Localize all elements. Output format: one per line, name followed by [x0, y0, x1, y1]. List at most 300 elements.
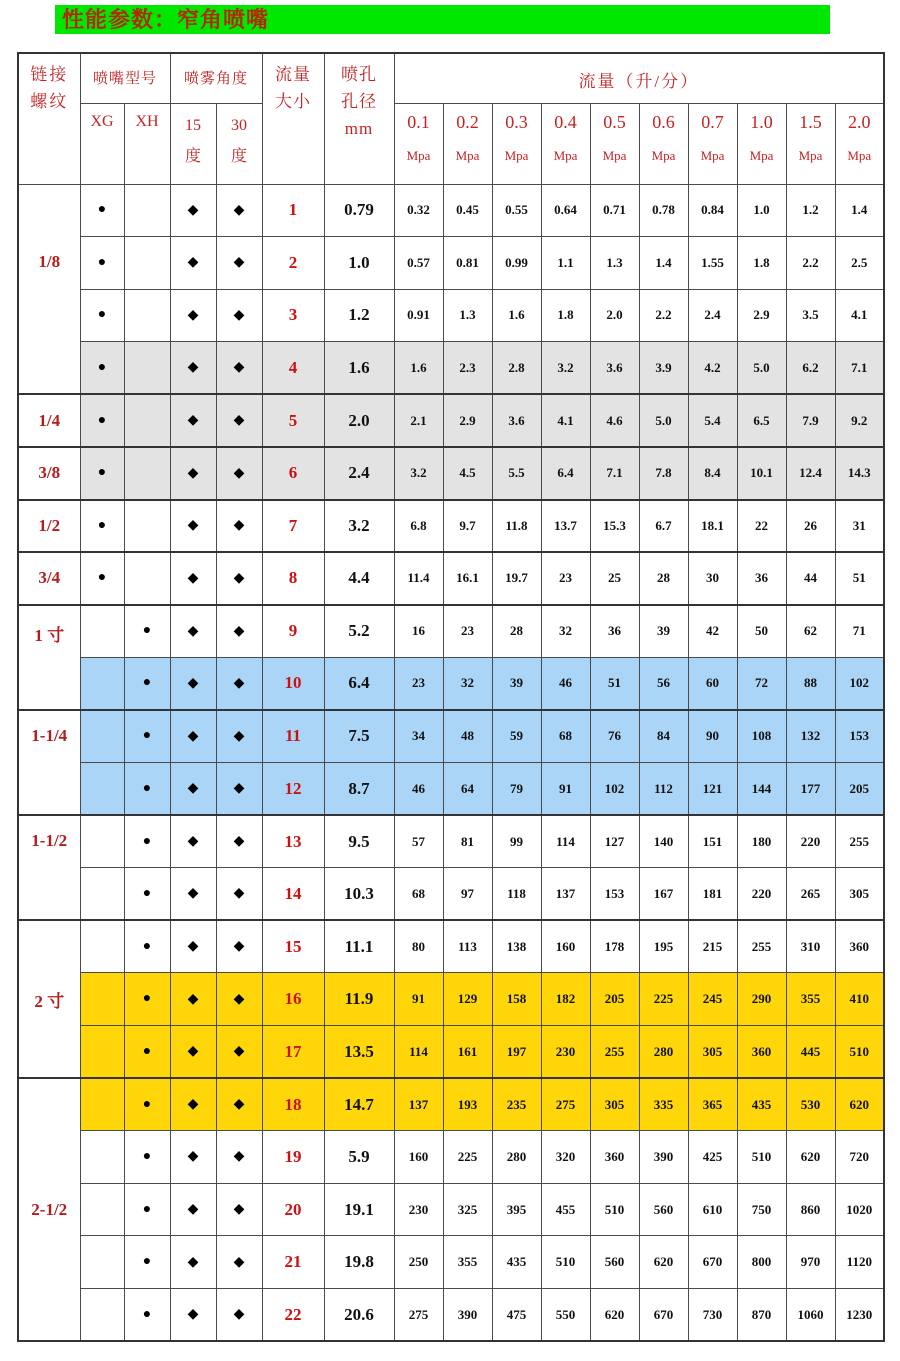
dot-icon: ●	[97, 570, 107, 586]
flow-value-cell: 610	[688, 1183, 737, 1236]
flow-value-cell: 360	[737, 1026, 786, 1079]
diamond-icon: ◆	[187, 255, 199, 271]
flow-value-cell: 4.6	[590, 394, 639, 447]
table-row	[18, 552, 884, 605]
angle-15-cell	[170, 394, 216, 447]
pressure-value: 0.6	[652, 111, 675, 132]
flow-value-cell: 510	[835, 1026, 884, 1079]
flow-value-cell: 225	[639, 973, 688, 1026]
flow-value-cell: 59	[492, 710, 541, 763]
flow-value-cell: 0.55	[492, 184, 541, 237]
flow-value-cell: 5.0	[737, 342, 786, 395]
model-xg-cell	[80, 657, 124, 710]
flow-value-cell: 475	[492, 1288, 541, 1341]
model-xh-cell	[124, 1183, 170, 1236]
flow-value-cell: 1060	[786, 1288, 835, 1341]
flow-value-cell: 140	[639, 815, 688, 868]
flow-value-cell: 0.71	[590, 184, 639, 237]
col-header-pressure	[688, 103, 737, 184]
flow-size-cell: 7	[262, 500, 324, 553]
angle-15-cell	[170, 237, 216, 290]
flow-value-cell: 1.1	[541, 237, 590, 290]
model-xh-cell	[124, 973, 170, 1026]
flow-value-cell: 84	[639, 710, 688, 763]
flow-value-cell: 6.5	[737, 394, 786, 447]
flow-value-cell: 19.7	[492, 552, 541, 605]
flow-value-cell: 305	[835, 868, 884, 921]
dot-icon: ●	[97, 359, 107, 375]
flow-value-cell: 7.8	[639, 447, 688, 500]
diamond-icon: ◆	[187, 202, 199, 218]
table-row	[18, 815, 884, 868]
angle-30-cell	[216, 815, 262, 868]
flow-value-cell: 127	[590, 815, 639, 868]
flow-value-cell: 113	[443, 920, 492, 973]
dot-icon: ●	[97, 254, 107, 270]
angle-30-cell	[216, 1236, 262, 1289]
model-xg-cell	[80, 289, 124, 342]
diamond-icon: ◆	[187, 939, 199, 955]
model-xg-cell	[80, 1236, 124, 1289]
table-row	[18, 920, 884, 973]
angle-15-cell	[170, 1236, 216, 1289]
col-header-flow-group: 流量（升/分）	[394, 53, 884, 103]
thread-size-cell: 1/2	[18, 500, 80, 553]
flow-value-cell: 197	[492, 1026, 541, 1079]
angle-30-cell	[216, 710, 262, 763]
flow-value-cell: 36	[737, 552, 786, 605]
flow-size-cell: 12	[262, 763, 324, 816]
orifice-cell: 11.9	[324, 973, 394, 1026]
flow-value-cell: 79	[492, 763, 541, 816]
page-title: 性能参数：窄角喷嘴	[55, 5, 830, 34]
flow-value-cell: 395	[492, 1183, 541, 1236]
diamond-icon: ◆	[233, 781, 245, 797]
col-header-angle-15	[170, 103, 216, 184]
model-xg-cell	[80, 763, 124, 816]
dot-icon: ●	[97, 412, 107, 428]
flow-value-cell: 15.3	[590, 500, 639, 553]
flow-value-cell: 3.2	[394, 447, 443, 500]
diamond-icon: ◆	[233, 1307, 245, 1323]
angle-30-cell	[216, 289, 262, 342]
flow-value-cell: 1.8	[737, 237, 786, 290]
flow-value-cell: 34	[394, 710, 443, 763]
orifice-cell: 6.4	[324, 657, 394, 710]
angle-15-cell	[170, 500, 216, 553]
dot-icon: ●	[97, 465, 107, 481]
col-header-xg: XG	[80, 103, 124, 184]
angle-15-cell	[170, 868, 216, 921]
flow-value-cell: 720	[835, 1131, 884, 1184]
flow-value-cell: 305	[590, 1078, 639, 1131]
model-xh-cell	[124, 394, 170, 447]
flow-value-cell: 161	[443, 1026, 492, 1079]
flow-value-cell: 46	[394, 763, 443, 816]
model-xh-cell	[124, 500, 170, 553]
flow-value-cell: 510	[541, 1236, 590, 1289]
model-xh-cell	[124, 605, 170, 658]
flow-value-cell: 12.4	[786, 447, 835, 500]
flow-value-cell: 455	[541, 1183, 590, 1236]
flow-value-cell: 22	[737, 500, 786, 553]
flow-value-cell: 50	[737, 605, 786, 658]
dot-icon: ●	[97, 307, 107, 323]
flow-value-cell: 0.81	[443, 237, 492, 290]
flow-value-cell: 112	[639, 763, 688, 816]
angle-30-cell	[216, 552, 262, 605]
orifice-cell: 3.2	[324, 500, 394, 553]
dot-icon: ●	[142, 885, 152, 901]
model-xh-cell	[124, 237, 170, 290]
flow-value-cell: 310	[786, 920, 835, 973]
diamond-icon: ◆	[187, 1202, 199, 1218]
orifice-cell: 1.2	[324, 289, 394, 342]
flow-size-cell: 9	[262, 605, 324, 658]
flow-value-cell: 68	[394, 868, 443, 921]
flow-value-cell: 560	[639, 1183, 688, 1236]
diamond-icon: ◆	[187, 1097, 199, 1113]
angle-30-cell	[216, 605, 262, 658]
flow-value-cell: 425	[688, 1131, 737, 1184]
flow-size-cell: 13	[262, 815, 324, 868]
model-xh-cell	[124, 815, 170, 868]
flow-size-header-line: 流量	[275, 65, 312, 84]
flow-value-cell: 280	[639, 1026, 688, 1079]
orifice-cell: 2.4	[324, 447, 394, 500]
diamond-icon: ◆	[187, 465, 199, 481]
flow-value-cell: 560	[590, 1236, 639, 1289]
flow-value-cell: 3.2	[541, 342, 590, 395]
dot-icon: ●	[142, 675, 152, 691]
col-header-thread	[18, 53, 80, 184]
flow-value-cell: 42	[688, 605, 737, 658]
flow-value-cell: 6.2	[786, 342, 835, 395]
flow-value-cell: 220	[786, 815, 835, 868]
col-header-pressure	[786, 103, 835, 184]
flow-value-cell: 1.6	[394, 342, 443, 395]
flow-value-cell: 182	[541, 973, 590, 1026]
flow-value-cell: 23	[541, 552, 590, 605]
flow-value-cell: 30	[688, 552, 737, 605]
flow-value-cell: 620	[590, 1288, 639, 1341]
angle-15-cell	[170, 920, 216, 973]
flow-value-cell: 255	[835, 815, 884, 868]
col-header-pressure	[443, 103, 492, 184]
flow-value-cell: 550	[541, 1288, 590, 1341]
angle-15-cell	[170, 289, 216, 342]
flow-value-cell: 153	[590, 868, 639, 921]
dot-icon: ●	[142, 728, 152, 744]
flow-value-cell: 4.1	[835, 289, 884, 342]
thread-header-line: 螺纹	[30, 92, 69, 111]
angle-15-cell	[170, 657, 216, 710]
flow-value-cell: 151	[688, 815, 737, 868]
model-xg-cell	[80, 1131, 124, 1184]
flow-value-cell: 1.55	[688, 237, 737, 290]
angle-30-cell	[216, 1183, 262, 1236]
orifice-cell: 10.3	[324, 868, 394, 921]
angle-30-cell	[216, 447, 262, 500]
orifice-cell: 19.8	[324, 1236, 394, 1289]
diamond-icon: ◆	[187, 307, 199, 323]
model-xg-cell	[80, 1026, 124, 1079]
angle-30-cell	[216, 500, 262, 553]
model-xh-cell	[124, 657, 170, 710]
flow-value-cell: 205	[590, 973, 639, 1026]
angle-15-cell	[170, 1183, 216, 1236]
flow-size-cell: 10	[262, 657, 324, 710]
flow-size-cell: 16	[262, 973, 324, 1026]
diamond-icon: ◆	[187, 570, 199, 586]
flow-value-cell: 6.8	[394, 500, 443, 553]
model-xg-cell	[80, 394, 124, 447]
table-row	[18, 1288, 884, 1341]
spec-table	[17, 52, 885, 1342]
diamond-icon: ◆	[233, 1202, 245, 1218]
flow-value-cell: 6.4	[541, 447, 590, 500]
flow-value-cell: 3.9	[639, 342, 688, 395]
flow-value-cell: 360	[835, 920, 884, 973]
flow-value-cell: 0.64	[541, 184, 590, 237]
flow-value-cell: 3.6	[590, 342, 639, 395]
angle-15-cell	[170, 763, 216, 816]
flow-value-cell: 435	[737, 1078, 786, 1131]
table-row	[18, 657, 884, 710]
diamond-icon: ◆	[233, 518, 245, 534]
flow-value-cell: 14.3	[835, 447, 884, 500]
table-row	[18, 763, 884, 816]
flow-value-cell: 510	[590, 1183, 639, 1236]
flow-value-cell: 360	[590, 1131, 639, 1184]
flow-value-cell: 7.1	[590, 447, 639, 500]
orifice-cell: 7.5	[324, 710, 394, 763]
flow-value-cell: 180	[737, 815, 786, 868]
diamond-icon: ◆	[187, 1254, 199, 1270]
pressure-value: 0.4	[554, 111, 577, 132]
table-row	[18, 605, 884, 658]
flow-value-cell: 81	[443, 815, 492, 868]
angle-30-cell	[216, 920, 262, 973]
model-xg-cell	[80, 920, 124, 973]
flow-value-cell: 355	[786, 973, 835, 1026]
model-xh-cell	[124, 1288, 170, 1341]
flow-value-cell: 108	[737, 710, 786, 763]
flow-size-cell: 17	[262, 1026, 324, 1079]
pressure-unit: Mpa	[651, 147, 676, 163]
flow-value-cell: 39	[492, 657, 541, 710]
dot-icon: ●	[142, 1043, 152, 1059]
model-xg-cell	[80, 1288, 124, 1341]
flow-value-cell: 10.1	[737, 447, 786, 500]
angle-30-cell	[216, 763, 262, 816]
flow-value-cell: 2.2	[639, 289, 688, 342]
flow-size-cell: 1	[262, 184, 324, 237]
col-header-flow-size	[262, 53, 324, 184]
angle-15-cell	[170, 447, 216, 500]
flow-value-cell: 410	[835, 973, 884, 1026]
flow-value-cell: 32	[541, 605, 590, 658]
diamond-icon: ◆	[233, 1254, 245, 1270]
flow-value-cell: 620	[639, 1236, 688, 1289]
flow-size-header-line: 大小	[275, 92, 312, 111]
model-xg-cell	[80, 500, 124, 553]
pressure-unit: Mpa	[455, 147, 480, 163]
table-row	[18, 868, 884, 921]
flow-value-cell: 2.2	[786, 237, 835, 290]
flow-value-cell: 39	[639, 605, 688, 658]
flow-value-cell: 235	[492, 1078, 541, 1131]
col-header-model-group: 喷嘴型号	[80, 53, 170, 103]
flow-value-cell: 64	[443, 763, 492, 816]
col-header-pressure	[394, 103, 443, 184]
model-xg-cell	[80, 868, 124, 921]
thread-size-cell: 1 寸	[18, 605, 80, 710]
pressure-value: 1.0	[750, 111, 773, 132]
flow-value-cell: 4.5	[443, 447, 492, 500]
model-xg-cell	[80, 447, 124, 500]
orifice-cell: 11.1	[324, 920, 394, 973]
table-header	[18, 53, 884, 184]
pressure-value: 0.2	[456, 111, 479, 132]
flow-value-cell: 255	[590, 1026, 639, 1079]
flow-value-cell: 2.1	[394, 394, 443, 447]
flow-value-cell: 28	[492, 605, 541, 658]
flow-value-cell: 0.84	[688, 184, 737, 237]
flow-size-cell: 2	[262, 237, 324, 290]
flow-size-cell: 21	[262, 1236, 324, 1289]
flow-value-cell: 3.5	[786, 289, 835, 342]
flow-value-cell: 0.99	[492, 237, 541, 290]
col-header-pressure	[541, 103, 590, 184]
model-xh-cell	[124, 763, 170, 816]
model-xg-cell	[80, 552, 124, 605]
flow-value-cell: 11.8	[492, 500, 541, 553]
flow-value-cell: 118	[492, 868, 541, 921]
flow-value-cell: 11.4	[394, 552, 443, 605]
diamond-icon: ◆	[233, 255, 245, 271]
flow-value-cell: 2.5	[835, 237, 884, 290]
angle-15-cell	[170, 710, 216, 763]
flow-value-cell: 275	[541, 1078, 590, 1131]
flow-size-cell: 4	[262, 342, 324, 395]
flow-size-cell: 18	[262, 1078, 324, 1131]
angle-30-cell	[216, 342, 262, 395]
model-xg-cell	[80, 184, 124, 237]
model-xh-cell	[124, 1078, 170, 1131]
flow-value-cell: 5.5	[492, 447, 541, 500]
model-xg-cell	[80, 710, 124, 763]
angle-15-cell	[170, 184, 216, 237]
orifice-cell: 19.1	[324, 1183, 394, 1236]
orifice-cell: 5.2	[324, 605, 394, 658]
flow-value-cell: 290	[737, 973, 786, 1026]
diamond-icon: ◆	[187, 518, 199, 534]
diamond-icon: ◆	[187, 413, 199, 429]
model-xh-cell	[124, 1026, 170, 1079]
flow-value-cell: 68	[541, 710, 590, 763]
flow-value-cell: 230	[541, 1026, 590, 1079]
diamond-icon: ◆	[187, 623, 199, 639]
thread-size-cell: 1-1/4	[18, 710, 80, 815]
flow-size-cell: 19	[262, 1131, 324, 1184]
angle-15-cell	[170, 552, 216, 605]
flow-value-cell: 870	[737, 1288, 786, 1341]
flow-value-cell: 5.0	[639, 394, 688, 447]
flow-value-cell: 860	[786, 1183, 835, 1236]
dot-icon: ●	[142, 991, 152, 1007]
table-row	[18, 447, 884, 500]
table-row	[18, 1078, 884, 1131]
angle-30-cell	[216, 973, 262, 1026]
dot-icon: ●	[142, 780, 152, 796]
pressure-value: 2.0	[848, 111, 871, 132]
thread-size-cell: 2-1/2	[18, 1078, 80, 1341]
flow-value-cell: 205	[835, 763, 884, 816]
flow-value-cell: 46	[541, 657, 590, 710]
model-xg-cell	[80, 1078, 124, 1131]
model-xg-cell	[80, 1183, 124, 1236]
flow-value-cell: 90	[688, 710, 737, 763]
model-xh-cell	[124, 710, 170, 763]
pressure-value: 0.5	[603, 111, 626, 132]
flow-value-cell: 121	[688, 763, 737, 816]
model-xh-cell	[124, 342, 170, 395]
flow-value-cell: 71	[835, 605, 884, 658]
col-header-orifice	[324, 53, 394, 184]
flow-value-cell: 2.9	[737, 289, 786, 342]
angle-15-cell	[170, 1288, 216, 1341]
flow-value-cell: 7.1	[835, 342, 884, 395]
flow-value-cell: 181	[688, 868, 737, 921]
diamond-icon: ◆	[233, 886, 245, 902]
header-row-2	[18, 103, 884, 184]
flow-value-cell: 62	[786, 605, 835, 658]
angle-15-cell	[170, 1131, 216, 1184]
orifice-cell: 1.6	[324, 342, 394, 395]
pressure-unit: Mpa	[406, 147, 431, 163]
flow-size-cell: 20	[262, 1183, 324, 1236]
col-header-pressure	[737, 103, 786, 184]
flow-value-cell: 57	[394, 815, 443, 868]
flow-value-cell: 23	[394, 657, 443, 710]
diamond-icon: ◆	[233, 1097, 245, 1113]
flow-size-cell: 15	[262, 920, 324, 973]
thread-size-cell: 1-1/2	[18, 815, 80, 920]
flow-value-cell: 0.91	[394, 289, 443, 342]
flow-value-cell: 32	[443, 657, 492, 710]
diamond-icon: ◆	[187, 1149, 199, 1165]
dot-icon: ●	[142, 1306, 152, 1322]
flow-value-cell: 60	[688, 657, 737, 710]
pressure-unit: Mpa	[749, 147, 774, 163]
thread-size-cell: 1/4	[18, 394, 80, 447]
model-xh-cell	[124, 447, 170, 500]
angle-30-cell	[216, 657, 262, 710]
pressure-unit: Mpa	[553, 147, 578, 163]
flow-value-cell: 178	[590, 920, 639, 973]
angle-header-value: 30	[231, 116, 248, 134]
orifice-cell: 20.6	[324, 1288, 394, 1341]
thread-size-cell: 2 寸	[18, 920, 80, 1078]
angle-30-cell	[216, 237, 262, 290]
orifice-header-line: 孔径	[341, 92, 378, 111]
flow-size-cell: 8	[262, 552, 324, 605]
flow-value-cell: 750	[737, 1183, 786, 1236]
model-xh-cell	[124, 920, 170, 973]
flow-value-cell: 91	[394, 973, 443, 1026]
orifice-header-line: mm	[344, 119, 374, 138]
